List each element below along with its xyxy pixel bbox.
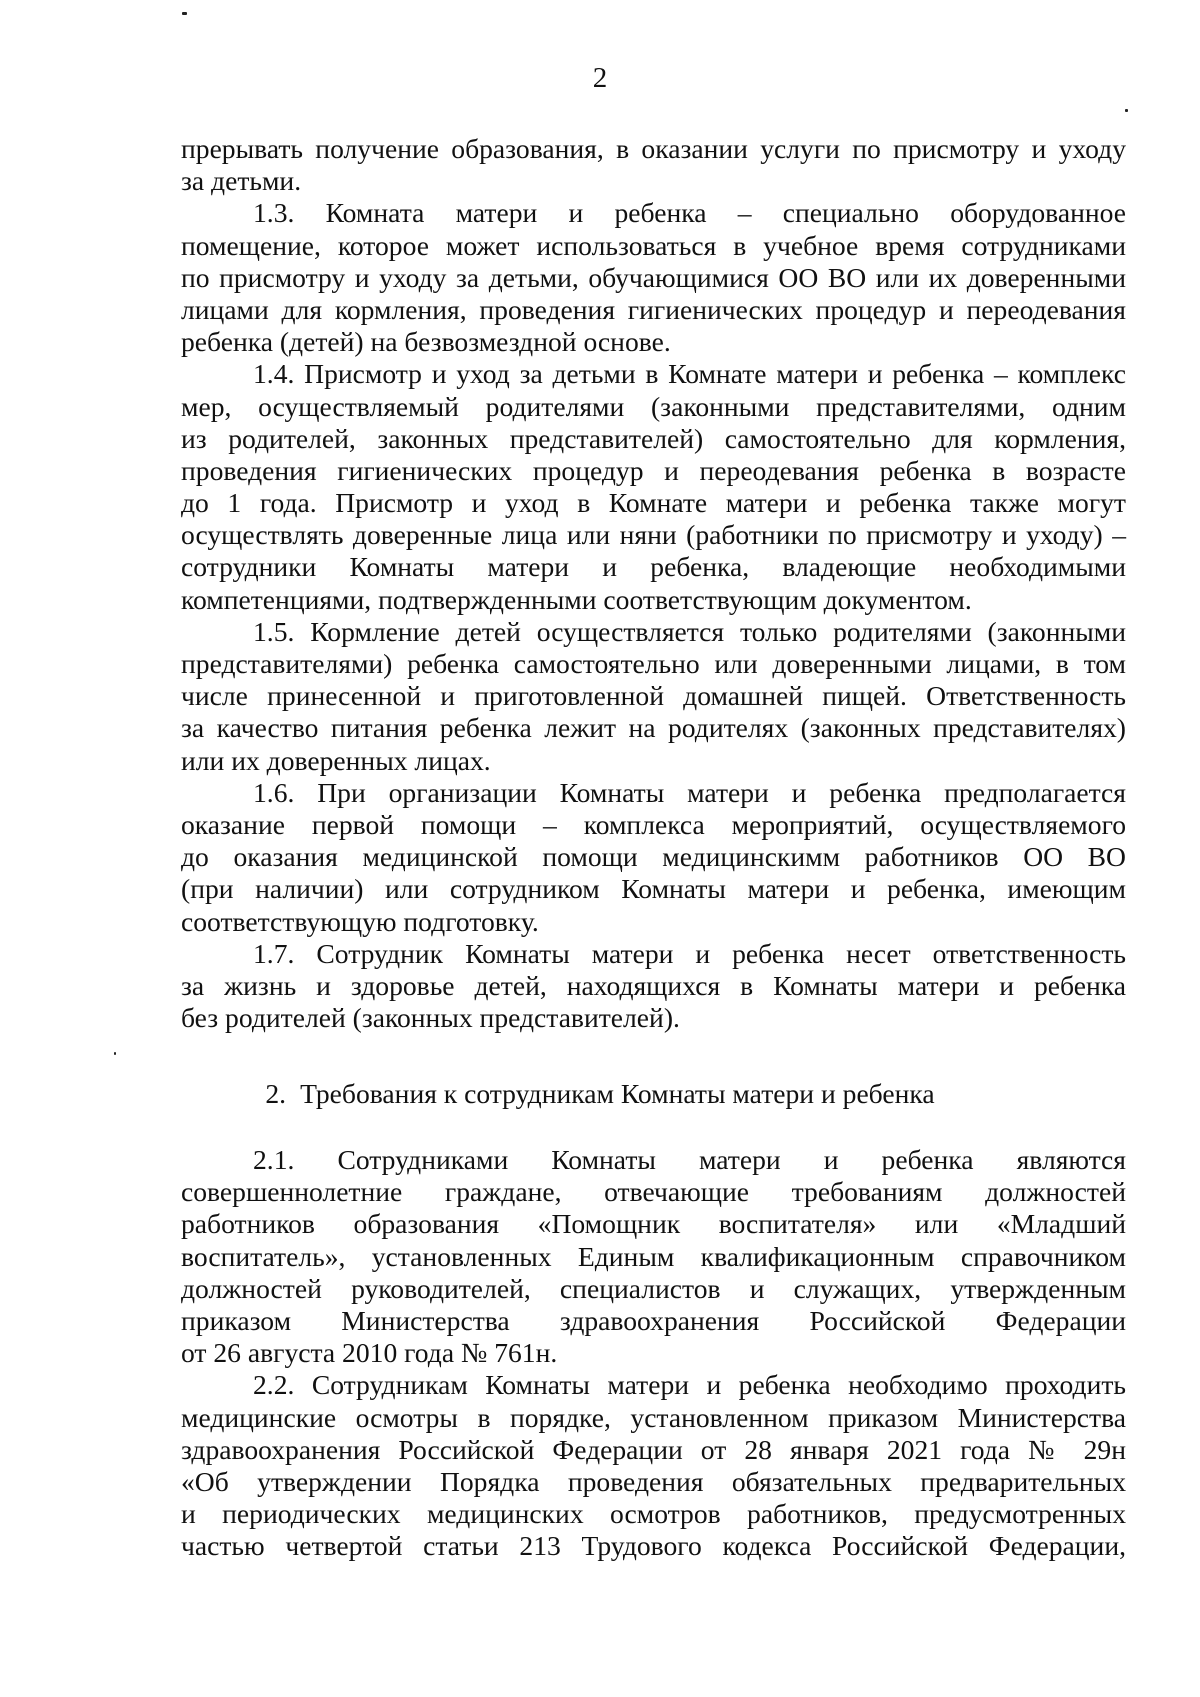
- text-line: от 26 августа 2010 года № 761н.: [181, 1337, 558, 1369]
- text-line: прерывать получение образования, в оказании услуги по присмотру и уходу: [181, 133, 1126, 164]
- text-line: за качество питания ребенка лежит на родителях (законных представителях): [181, 712, 1126, 744]
- scan-speck: [182, 12, 187, 15]
- text-line: 1.7. Сотрудник Комнаты матери и ребенка несет ответственность: [253, 937, 1126, 969]
- section-1-text: [181, 133, 1126, 1034]
- text-line: 2.1. Сотрудниками Комнаты матери и ребенка являются: [253, 1144, 1126, 1175]
- text-line: мер, осуществляемый родителями (законными представителями, одним: [181, 390, 1126, 422]
- section-2-number: 2.: [265, 1078, 287, 1109]
- text-line: осуществлять доверенные лица или няни (работники по присмотру и уходу) –: [181, 519, 1126, 551]
- text-line: проведения гигиенических процедур и переодевания ребенка в возрасте: [181, 454, 1126, 486]
- text-line: 2.2. Сотрудникам Комнаты матери и ребенка необходимо проходить: [253, 1369, 1126, 1401]
- text-line: частью четвертой статьи 213 Трудового кодекса Российской Федерации,: [181, 1530, 1126, 1562]
- text-line: оказание первой помощи – комплекса мероприятий, осуществляемого: [181, 808, 1126, 840]
- text-line: 1.5. Кормление детей осуществляется только родителями (законными: [253, 615, 1126, 647]
- text-line: лицами для кормления, проведения гигиенических процедур и переодевания: [181, 293, 1126, 325]
- text-line: без родителей (законных представителей).: [181, 1002, 680, 1034]
- text-line: здравоохранения Российской Федерации от 28 января 2021 года № 29н: [181, 1433, 1126, 1465]
- text-line: совершеннолетние граждане, отвечающие требованиям должностей: [181, 1176, 1126, 1208]
- text-line: числе принесенной и приготовленной домашней пищей. Ответственность: [181, 680, 1126, 712]
- text-line: или их доверенных лицах.: [181, 744, 491, 776]
- text-line: компетенциями, подтвержденными соответствующим документом.: [181, 583, 972, 615]
- section-2-heading: [0, 1078, 1200, 1110]
- text-line: медицинские осмотры в порядке, установленном приказом Министерства: [181, 1401, 1126, 1433]
- text-line: 1.6. При организации Комнаты матери и ребенка предполагается: [253, 776, 1126, 808]
- text-line: 1.4. Присмотр и уход за детьми в Комнате матери и ребенка – комплекс: [253, 358, 1126, 390]
- scan-speck: [1125, 109, 1128, 112]
- section-2-text: [181, 1144, 1126, 1562]
- text-line: представителями) ребенка самостоятельно или доверенными лицами, в том: [181, 648, 1126, 679]
- text-line: до 1 года. Присмотр и уход в Комнате матери и ребенка также могут: [181, 487, 1126, 519]
- text-line: за детьми.: [181, 165, 302, 197]
- text-line: (при наличии) или сотрудником Комнаты матери и ребенка, имеющим: [181, 873, 1126, 905]
- text-line: из родителей, законных представителей) самостоятельно для кормления,: [181, 422, 1126, 454]
- text-line: должностей руководителей, специалистов и служащих, утвержденным: [181, 1272, 1126, 1304]
- text-line: работников образования «Помощник воспитателя» или «Младший: [181, 1208, 1126, 1240]
- page-number: 2: [592, 62, 608, 94]
- text-line: «Об утверждении Порядка проведения обязательных предварительных: [181, 1465, 1126, 1497]
- text-line: приказом Министерства здравоохранения Российской Федерации: [181, 1304, 1126, 1336]
- text-line: по присмотру и уходу за детьми, обучающимися ОО ВО или их доверенными: [181, 261, 1126, 293]
- text-line: за жизнь и здоровье детей, находящихся в Комнаты матери и ребенка: [181, 969, 1126, 1001]
- text-line: ребенка (детей) на безвозмездной основе.: [181, 326, 671, 358]
- text-line: до оказания медицинской помощи медицинскимм работников ОО ВО: [181, 841, 1126, 873]
- text-line: и периодических медицинских осмотров работников, предусмотренных: [181, 1498, 1126, 1530]
- text-line: соответствующую подготовку.: [181, 905, 539, 937]
- text-line: сотрудники Комнаты матери и ребенка, владеющие необходимыми: [181, 551, 1126, 583]
- section-2-title: Требования к сотрудникам Комнаты матери и ребенка: [300, 1078, 935, 1109]
- text-line: воспитатель», установленных Единым квалификационным справочником: [181, 1240, 1126, 1272]
- scan-speck: [114, 1052, 116, 1055]
- text-line: 1.3. Комната матери и ребенка – специально оборудованное: [253, 197, 1126, 229]
- text-line: помещение, которое может использоваться в учебное время сотрудниками: [181, 229, 1126, 261]
